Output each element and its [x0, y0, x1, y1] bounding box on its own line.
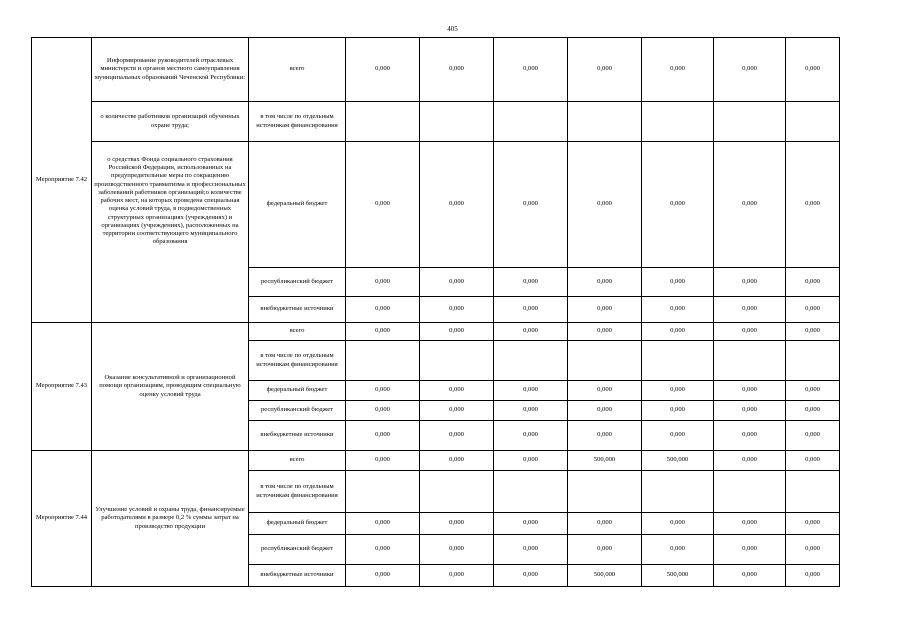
- value-cell: 0,000: [346, 421, 420, 451]
- value-cell: 0,000: [420, 323, 494, 341]
- value-cell: 0,000: [714, 323, 786, 341]
- value-cell: 0,000: [642, 268, 714, 297]
- value-cell: 0,000: [714, 421, 786, 451]
- description-cell: о средствах Фонда социального страхования Российской Федерации, использованных на предупредительные меры по сокращению производственного травматизма и профессиональных заболеваний работников организаций;о количестве рабочих мест, на которых проведена специальная оценка условий труда, в подведомственных структурных организациях (учреждениях) и организациях (учреждениях), расположенных на территории соответствующего муниципального образования: [92, 142, 249, 323]
- value-cell: 0,000: [494, 381, 568, 401]
- value-cell: 0,000: [642, 421, 714, 451]
- value-cell: 0,000: [346, 38, 420, 102]
- value-cell: 0,000: [786, 297, 840, 323]
- value-cell: 0,000: [346, 513, 420, 535]
- value-cell: 0,000: [420, 451, 494, 471]
- value-cell: 0,000: [420, 297, 494, 323]
- funding-table: [31, 37, 840, 587]
- value-cell: 0,000: [568, 381, 642, 401]
- value-cell: 0,000: [346, 451, 420, 471]
- source-cell: федеральный бюджет: [249, 142, 346, 268]
- value-cell: 0,000: [568, 513, 642, 535]
- value-cell: 0,000: [786, 268, 840, 297]
- value-cell: 0,000: [346, 565, 420, 587]
- value-cell: 0,000: [568, 38, 642, 102]
- event-cell: Мероприятие 7.44: [32, 451, 92, 587]
- value-cell: 0,000: [420, 535, 494, 565]
- value-cell: 500,000: [568, 451, 642, 471]
- value-cell: 0,000: [420, 513, 494, 535]
- value-cell: 0,000: [494, 323, 568, 341]
- value-cell: 0,000: [714, 451, 786, 471]
- value-cell: 0,000: [346, 297, 420, 323]
- value-cell: 0,000: [346, 268, 420, 297]
- source-cell: республиканский бюджет: [249, 268, 346, 297]
- value-cell: 0,000: [642, 297, 714, 323]
- value-cell: 0,000: [786, 565, 840, 587]
- description-cell: Оказание консультативной и организационной помощи организациям, проводящим специальную оценку условий труда: [92, 323, 249, 451]
- value-cell: 0,000: [420, 421, 494, 451]
- source-cell: всего: [249, 38, 346, 102]
- description-cell: о количестве работников организаций обученных охране труда;: [92, 102, 249, 142]
- value-cell: 0,000: [642, 401, 714, 421]
- value-cell: 0,000: [786, 421, 840, 451]
- value-cell: 0,000: [494, 38, 568, 102]
- value-cell: 500,000: [568, 565, 642, 587]
- value-cell: 0,000: [346, 381, 420, 401]
- value-cell: 0,000: [420, 401, 494, 421]
- value-cell: 0,000: [642, 535, 714, 565]
- value-cell: 0,000: [494, 401, 568, 421]
- value-cell: 0,000: [714, 297, 786, 323]
- value-cell: 0,000: [786, 401, 840, 421]
- value-cell: 0,000: [568, 142, 642, 268]
- value-cell: 0,000: [786, 513, 840, 535]
- value-cell: 0,000: [568, 421, 642, 451]
- value-cell: 0,000: [568, 323, 642, 341]
- table-row: [32, 451, 840, 471]
- value-cell: 500,000: [642, 451, 714, 471]
- source-cell: в том числе по отдельным источникам финансирования: [249, 102, 346, 142]
- table-row: [32, 38, 840, 102]
- value-cell: 0,000: [786, 38, 840, 102]
- value-cell: 0,000: [346, 535, 420, 565]
- value-cell: 0,000: [714, 401, 786, 421]
- source-cell: всего: [249, 451, 346, 471]
- value-cell: 0,000: [420, 142, 494, 268]
- value-cell: 0,000: [786, 381, 840, 401]
- value-cell: 0,000: [568, 297, 642, 323]
- value-cell: 0,000: [568, 268, 642, 297]
- value-cell: 0,000: [420, 38, 494, 102]
- value-cell: 0,000: [786, 535, 840, 565]
- value-cell: 0,000: [494, 565, 568, 587]
- value-cell: 0,000: [494, 297, 568, 323]
- value-cell: 0,000: [786, 323, 840, 341]
- value-cell: 0,000: [494, 421, 568, 451]
- value-cell: 0,000: [420, 268, 494, 297]
- source-cell: в том числе по отдельным источникам финансирования: [249, 471, 346, 513]
- source-cell: внебюджетные источники: [249, 421, 346, 451]
- value-cell: 0,000: [346, 323, 420, 341]
- value-cell: 0,000: [346, 142, 420, 268]
- value-cell: 0,000: [786, 451, 840, 471]
- value-cell: 0,000: [568, 535, 642, 565]
- source-cell: республиканский бюджет: [249, 535, 346, 565]
- description-cell: Улучшение условий и охраны труда, финансируемые работодателями в размере 0,2 % суммы затрат на производство продукции: [92, 451, 249, 587]
- value-cell: 0,000: [568, 401, 642, 421]
- value-cell: 0,000: [420, 565, 494, 587]
- source-cell: республиканский бюджет: [249, 401, 346, 421]
- source-cell: в том числе по отдельным источникам финансирования: [249, 341, 346, 381]
- value-cell: 0,000: [714, 513, 786, 535]
- value-cell: 0,000: [714, 38, 786, 102]
- table-row: [32, 323, 840, 341]
- value-cell: 0,000: [642, 142, 714, 268]
- value-cell: 0,000: [714, 142, 786, 268]
- source-cell: федеральный бюджет: [249, 381, 346, 401]
- value-cell: 0,000: [714, 565, 786, 587]
- table-row: [32, 102, 840, 142]
- source-cell: внебюджетные источники: [249, 297, 346, 323]
- source-cell: внебюджетные источники: [249, 565, 346, 587]
- value-cell: 0,000: [494, 268, 568, 297]
- value-cell: 500,000: [642, 565, 714, 587]
- event-cell: Мероприятие 7.42: [32, 38, 92, 323]
- source-cell: всего: [249, 323, 346, 341]
- page-number: 405: [447, 25, 458, 33]
- description-cell: Информирование руководителей отраслевых министерств и органов местного самоуправления муниципальных образований Чеченской Республики:: [92, 38, 249, 102]
- value-cell: 0,000: [494, 513, 568, 535]
- value-cell: 0,000: [642, 513, 714, 535]
- value-cell: 0,000: [494, 451, 568, 471]
- value-cell: 0,000: [714, 535, 786, 565]
- value-cell: 0,000: [420, 381, 494, 401]
- source-cell: федеральный бюджет: [249, 513, 346, 535]
- value-cell: 0,000: [642, 381, 714, 401]
- value-cell: 0,000: [786, 142, 840, 268]
- value-cell: 0,000: [494, 535, 568, 565]
- value-cell: 0,000: [714, 381, 786, 401]
- value-cell: 0,000: [494, 142, 568, 268]
- event-cell: Мероприятие 7.43: [32, 323, 92, 451]
- value-cell: 0,000: [642, 38, 714, 102]
- table-row: [32, 142, 840, 268]
- value-cell: 0,000: [714, 268, 786, 297]
- value-cell: 0,000: [346, 401, 420, 421]
- value-cell: 0,000: [642, 323, 714, 341]
